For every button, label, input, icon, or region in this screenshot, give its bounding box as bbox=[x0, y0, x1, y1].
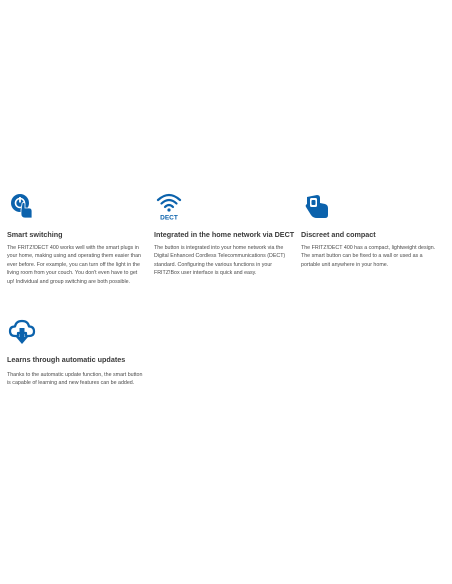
feature-description: The FRITZ!DECT 400 has a compact, lightweight design. The smart button can be fixed to a wall or used as a portable unit anywhere in your home. bbox=[301, 245, 436, 268]
feature-description: The button is integrated into your home network via the Digital Enhanced Cordless Telecommunications (DECT) standard. Configuring the various functions in your FRITZ!Box user interface is quick and easy. bbox=[154, 245, 286, 277]
feature-dect-integration bbox=[154, 191, 295, 277]
feature-title: Smart switching bbox=[7, 230, 63, 239]
dect-icon-label: DECT bbox=[160, 214, 178, 221]
cloud-download-icon bbox=[7, 316, 37, 346]
hand-holding-button-icon bbox=[301, 191, 331, 221]
feature-title: Discreet and compact bbox=[301, 230, 376, 239]
feature-discreet-compact bbox=[301, 191, 439, 268]
feature-automatic-updates bbox=[7, 316, 145, 387]
power-button-hand-icon bbox=[7, 191, 37, 221]
wifi-dect-icon bbox=[154, 191, 184, 221]
feature-title: Integrated in the home network via DECT bbox=[154, 230, 295, 239]
feature-description: Thanks to the automatic update function, the smart button is capable of learning and new features can be added. bbox=[7, 372, 143, 387]
feature-smart-switching bbox=[7, 191, 145, 285]
feature-description: The FRITZ!DECT 400 works well with the smart plugs in your home, making using and operating them easier than ever before. For example, you can turn off the light in the living room from your couch. You don't even have to get up! Individual and group switching are both possible. bbox=[7, 245, 141, 285]
feature-title: Learns through automatic updates bbox=[7, 355, 126, 364]
